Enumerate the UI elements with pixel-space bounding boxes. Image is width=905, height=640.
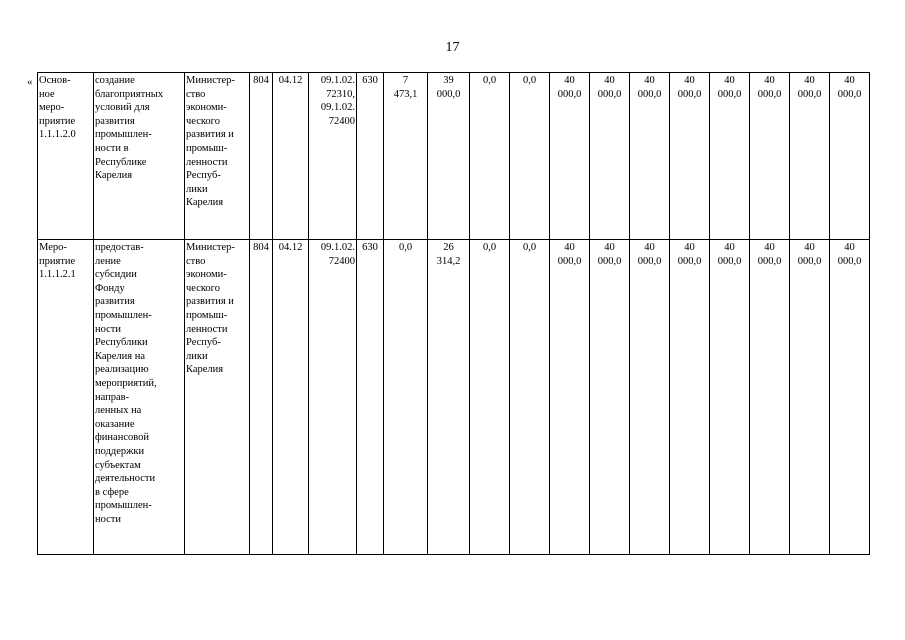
value-cell: 0,0 (470, 73, 510, 240)
value-cell: 40 000,0 (630, 240, 670, 555)
rzpr-cell: 04.12 (273, 240, 309, 555)
value-cell: 40 000,0 (670, 240, 710, 555)
value-cell: 0,0 (470, 240, 510, 555)
value-cell: 40 000,0 (750, 73, 790, 240)
value-cell: 40 000,0 (630, 73, 670, 240)
value-cell: 39 000,0 (428, 73, 470, 240)
grbs-cell: 804 (250, 73, 273, 240)
name-cell: создание благоприятных условий для развития промышлен- ности в Республике Карелия (94, 73, 185, 240)
csr-cell: 09.1.02. 72400 (309, 240, 357, 555)
page-number: 17 (445, 40, 460, 55)
value-cell: 40 000,0 (550, 73, 590, 240)
table-row (38, 73, 870, 240)
table-row (38, 240, 870, 555)
value-cell: 0,0 (510, 240, 550, 555)
csr-cell: 09.1.02. 72310, 09.1.02. 72400 (309, 73, 357, 240)
value-cell: 40 000,0 (710, 240, 750, 555)
value-cell: 40 000,0 (710, 73, 750, 240)
value-cell: 40 000,0 (750, 240, 790, 555)
value-cell: 26 314,2 (428, 240, 470, 555)
value-cell: 40 000,0 (830, 240, 870, 555)
value-cell: 40 000,0 (830, 73, 870, 240)
value-cell: 40 000,0 (550, 240, 590, 555)
value-cell: 40 000,0 (790, 73, 830, 240)
value-cell: 40 000,0 (590, 240, 630, 555)
name-cell: предостав- ление субсидии Фонду развития промышлен- ности Республики Карелия на реализацию мероприятий, направ- ленных на оказание финансовой поддержки субъектам деятельности в сфере промышлен- ности (94, 240, 185, 555)
value-cell: 0,0 (510, 73, 550, 240)
value-cell: 0,0 (384, 240, 428, 555)
opening-quote: « (27, 76, 33, 88)
value-cell: 40 000,0 (670, 73, 710, 240)
vr-cell: 630 (357, 240, 384, 555)
executor-cell: Министер- ство экономи- ческого развития и промыш- ленности Респуб- лики Карелия (185, 73, 250, 240)
status-cell: Основ- ное меро- приятие 1.1.1.2.0 (38, 73, 94, 240)
value-cell: 7 473,1 (384, 73, 428, 240)
grbs-cell: 804 (250, 240, 273, 555)
rzpr-cell: 04.12 (273, 73, 309, 240)
vr-cell: 630 (357, 73, 384, 240)
value-cell: 40 000,0 (790, 240, 830, 555)
executor-cell: Министер- ство экономи- ческого развития и промыш- ленности Респуб- лики Карелия (185, 240, 250, 555)
status-cell: Меро- приятие 1.1.1.2.1 (38, 240, 94, 555)
value-cell: 40 000,0 (590, 73, 630, 240)
budget-table (37, 72, 870, 555)
